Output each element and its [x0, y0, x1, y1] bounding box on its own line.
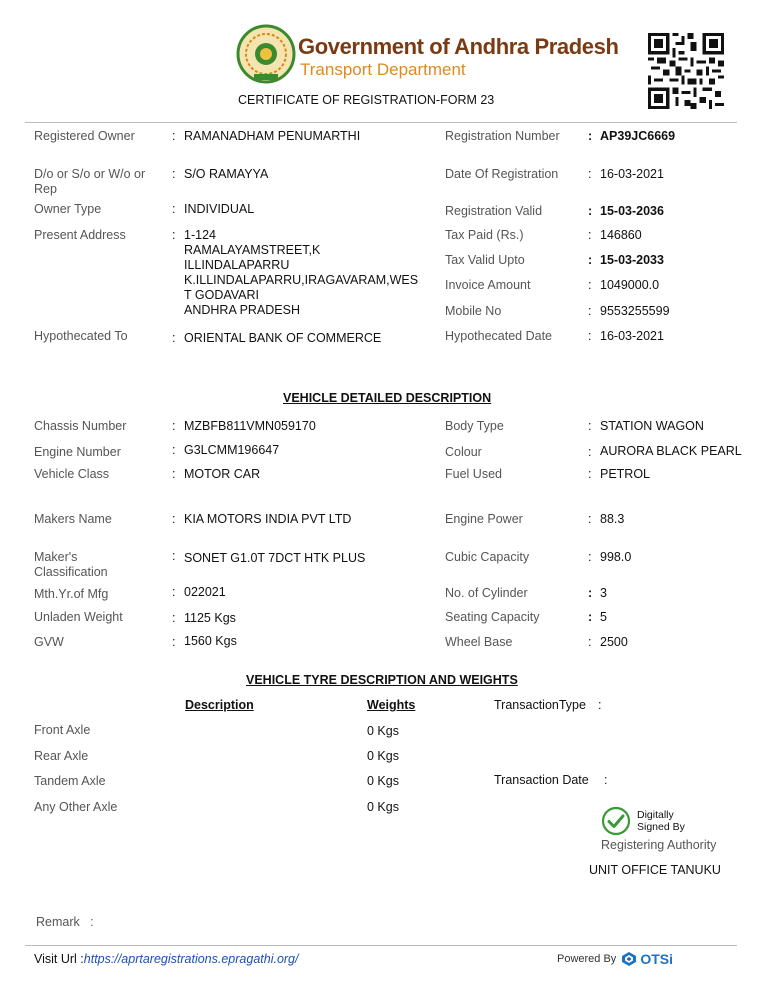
colon: : [588, 278, 592, 292]
body-type-label: Body Type [445, 419, 504, 433]
address-line: ILLINDALAPARRU [184, 258, 290, 272]
mfg-value: 022021 [184, 585, 226, 599]
description-header: Description [185, 698, 254, 712]
body-type-value: STATION WAGON [600, 419, 704, 433]
colon: : [172, 467, 176, 481]
seating-label: Seating Capacity [445, 610, 540, 624]
powered-by [557, 951, 673, 967]
chassis-label: Chassis Number [34, 419, 127, 433]
colon: : [172, 129, 176, 143]
engine-power-value: 88.3 [600, 512, 625, 526]
vehicle-heading: VEHICLE DETAILED DESCRIPTION [283, 391, 492, 405]
hypothecated-value: ORIENTAL BANK OF COMMERCE [184, 331, 382, 345]
vehicle-class-value: MOTOR CAR [184, 467, 261, 481]
other-axle-label: Any Other Axle [34, 800, 118, 814]
colon: : [172, 611, 176, 625]
registered-owner-value: RAMANADHAM PENUMARTHI [184, 129, 361, 143]
owner-type-value: INDIVIDUAL [184, 202, 255, 216]
tax-paid-value: 146860 [600, 228, 642, 242]
visit-url-link[interactable]: https://aprtaregistrations.epragathi.org/ [83, 952, 299, 966]
address-line: ANDHRA PRADESH [184, 303, 300, 317]
seating-value: 5 [600, 610, 607, 624]
address-label: Present Address [34, 228, 126, 242]
wheelbase-label: Wheel Base [445, 635, 513, 649]
unladen-value: 1125 Kgs [184, 611, 236, 625]
cylinder-label: No. of Cylinder [445, 586, 528, 600]
address-line: T GODAVARI [184, 288, 260, 302]
tandem-axle-weight: 0 Kgs [367, 774, 399, 788]
other-axle-weight: 0 Kgs [367, 800, 399, 814]
colon: : [172, 443, 176, 457]
colon: : [588, 586, 593, 600]
rear-axle-weight: 0 Kgs [367, 749, 399, 763]
form-title: CERTIFICATE OF REGISTRATION-FORM 23 [238, 93, 495, 107]
tax-paid-label: Tax Paid (Rs.) [445, 228, 524, 242]
gvw-value: 1560 Kgs [184, 634, 237, 648]
owner-type-label: Owner Type [34, 202, 102, 216]
address-value [184, 228, 439, 318]
vehicle-class-label: Vehicle Class [34, 467, 110, 481]
tandem-axle-label: Tandem Axle [34, 774, 106, 788]
colon: : [588, 228, 592, 242]
divider-bottom [25, 945, 737, 946]
remark-text: Remark [36, 915, 80, 929]
colon: : [172, 549, 176, 563]
model-label: Maker's Classification [34, 550, 108, 579]
engine-number-label: Engine Number [34, 445, 121, 459]
relation-label: D/o or S/o or W/o or Rep [34, 167, 146, 196]
ap-emblem [236, 24, 296, 84]
colon: : [598, 698, 602, 712]
registering-authority: Registering Authority [601, 838, 717, 852]
hypothecated-label: Hypothecated To [34, 329, 128, 343]
engine-number-value: G3LCMM196647 [184, 443, 280, 457]
reg-number-label: Registration Number [445, 129, 560, 143]
gvw-label: GVW [34, 635, 64, 649]
unit-office: UNIT OFFICE TANUKU [589, 863, 721, 877]
dept-title: Transport Department [300, 60, 466, 79]
colon: : [588, 550, 592, 564]
registered-owner-label: Registered Owner [34, 129, 135, 143]
colon: : [588, 445, 592, 459]
cylinder-value: 3 [600, 586, 607, 600]
colon: : [588, 329, 592, 343]
colon: : [588, 610, 593, 624]
colon: : [172, 585, 176, 599]
colour-label: Colour [445, 445, 482, 459]
front-axle-label: Front Axle [34, 723, 91, 737]
tax-valid-value: 15-03-2033 [600, 253, 664, 267]
invoice-value: 1049000.0 [600, 278, 660, 292]
otsi-logo-icon [621, 951, 637, 967]
colon: : [588, 304, 592, 318]
address-line: K.ILLINDALAPARRU,IRAGAVARAM,WES [184, 273, 419, 287]
colon: : [588, 419, 592, 433]
colon: : [588, 129, 593, 143]
hyp-date-label: Hypothecated Date [445, 329, 553, 343]
mobile-label: Mobile No [445, 304, 502, 318]
signed-by-text: Signed By [637, 821, 685, 833]
colon: : [588, 635, 592, 649]
maker-value: KIA MOTORS INDIA PVT LTD [184, 512, 352, 526]
colon: : [604, 773, 608, 787]
hyp-date-value: 16-03-2021 [600, 329, 664, 343]
visit-url-line [34, 952, 299, 967]
colon: : [588, 512, 592, 526]
tax-valid-label: Tax Valid Upto [445, 253, 525, 267]
tyre-heading: VEHICLE TYRE DESCRIPTION AND WEIGHTS [246, 673, 518, 687]
wheelbase-value: 2500 [600, 635, 628, 649]
reg-valid-label: Registration Valid [445, 204, 543, 218]
address-line: 1-124 [184, 228, 216, 242]
front-axle-weight: 0 Kgs [367, 724, 399, 738]
divider-top [25, 122, 737, 123]
transaction-date-label: Transaction Date [494, 773, 589, 787]
colon: : [172, 202, 176, 216]
colon: : [588, 167, 592, 181]
maker-label: Makers Name [34, 512, 112, 526]
cubic-capacity-label: Cubic Capacity [445, 550, 530, 564]
colon: : [172, 635, 176, 649]
cubic-capacity-value: 998.0 [600, 550, 632, 564]
colon: : [172, 228, 176, 242]
fuel-label: Fuel Used [445, 467, 502, 481]
engine-power-label: Engine Power [445, 512, 523, 526]
digitally-text: Digitally [637, 809, 674, 821]
colour-value: AURORA BLACK PEARL [600, 444, 742, 458]
relation-value: S/O RAMAYYA [184, 167, 269, 181]
colon: : [588, 253, 593, 267]
gov-title: Government of Andhra Pradesh [298, 34, 619, 59]
fuel-value: PETROL [600, 467, 651, 481]
powered-by-text: Powered By [557, 953, 617, 965]
model-value: SONET G1.0T 7DCT HTK PLUS [184, 551, 366, 565]
qr-code [648, 33, 724, 109]
colon: : [588, 467, 592, 481]
colon: : [172, 419, 176, 433]
mfg-label: Mth.Yr.of Mfg [34, 587, 109, 601]
rear-axle-label: Rear Axle [34, 749, 89, 763]
unladen-label: Unladen Weight [34, 610, 123, 624]
transaction-type-label: TransactionType [494, 698, 586, 712]
reg-date-value: 16-03-2021 [600, 167, 664, 181]
weights-header: Weights [367, 698, 416, 712]
reg-valid-value: 15-03-2036 [600, 204, 664, 218]
remark-label: Remark : [36, 915, 94, 929]
colon: : [172, 167, 176, 181]
colon: : [172, 331, 176, 345]
reg-number-value: AP39JC6669 [600, 129, 676, 143]
reg-date-label: Date Of Registration [445, 167, 559, 181]
chassis-value: MZBFB811VMN059170 [184, 419, 316, 433]
colon: : [588, 204, 593, 218]
address-line: RAMALAYAMSTREET,K [184, 243, 321, 257]
visit-url-label: Visit Url : [34, 952, 84, 966]
invoice-label: Invoice Amount [445, 278, 531, 292]
colon: : [172, 512, 176, 526]
check-icon [601, 806, 631, 836]
otsi-brand: OTSi [640, 951, 673, 967]
digitally-signed [637, 809, 685, 833]
mobile-value: 9553255599 [600, 304, 670, 318]
